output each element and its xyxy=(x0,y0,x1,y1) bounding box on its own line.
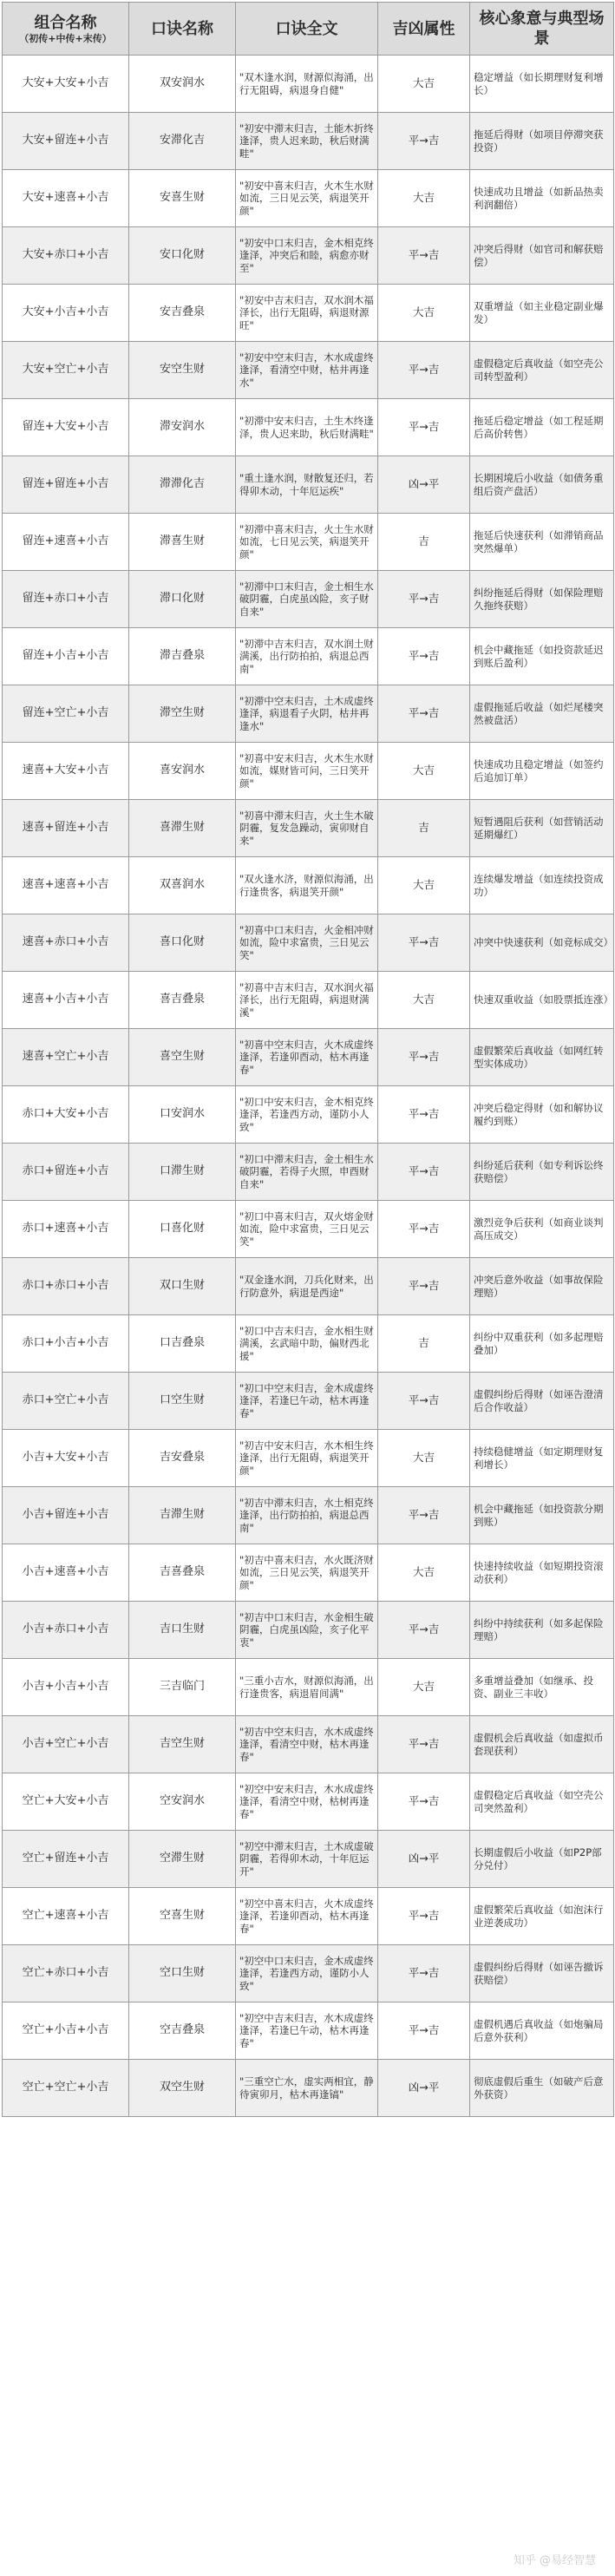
cell-attr: 平→吉 xyxy=(378,1201,470,1258)
cell-name: 滞吉叠泉 xyxy=(129,628,236,685)
cell-combo: 赤口+留连+小吉 xyxy=(3,1144,129,1201)
table-row xyxy=(3,914,614,972)
cell-scene: 虚假稳定后真收益（如空壳公司转型盈利） xyxy=(470,342,614,399)
table-row xyxy=(3,1430,614,1487)
table-row xyxy=(3,456,614,514)
cell-name: 喜吉叠泉 xyxy=(129,972,236,1029)
cell-attr: 平→吉 xyxy=(378,628,470,685)
cell-full: "初吉中口末归吉，水金相生破阴霾，白虎虽凶险，亥子化平衷" xyxy=(236,1602,378,1659)
combination-table xyxy=(2,2,614,2117)
cell-name: 空滞生财 xyxy=(129,1831,236,1888)
table-row xyxy=(3,514,614,571)
cell-combo: 大安+速喜+小吉 xyxy=(3,170,129,227)
cell-scene: 机会中藏拖延（如投资款延迟到账后盈利） xyxy=(470,628,614,685)
table-row xyxy=(3,571,614,628)
cell-combo: 小吉+留连+小吉 xyxy=(3,1487,129,1544)
cell-combo: 小吉+小吉+小吉 xyxy=(3,1659,129,1716)
cell-name: 安空生财 xyxy=(129,342,236,399)
cell-name: 双安润水 xyxy=(129,56,236,113)
cell-combo: 留连+空亡+小吉 xyxy=(3,685,129,743)
cell-attr: 平→吉 xyxy=(378,399,470,456)
table-row xyxy=(3,1659,614,1716)
cell-attr: 平→吉 xyxy=(378,1029,470,1086)
cell-combo: 大安+大安+小吉 xyxy=(3,56,129,113)
cell-scene: 虚假纠纷后得财（如诬告撤诉获赔偿） xyxy=(470,1945,614,2002)
cell-full: "初滞中空末归吉，土木成虚终逢泽，病退看子火阴，枯井再逢水" xyxy=(236,685,378,743)
cell-name: 喜口化财 xyxy=(129,914,236,972)
cell-combo: 速喜+赤口+小吉 xyxy=(3,914,129,972)
cell-combo: 赤口+小吉+小吉 xyxy=(3,1315,129,1373)
cell-name: 口喜化财 xyxy=(129,1201,236,1258)
table-row xyxy=(3,1086,614,1144)
cell-attr: 平→吉 xyxy=(378,1945,470,2002)
cell-attr: 大吉 xyxy=(378,1659,470,1716)
cell-combo: 速喜+速喜+小吉 xyxy=(3,857,129,914)
cell-full: "初喜中安末归吉，火木生水财如流，媒财皆可问，三日笑开颜" xyxy=(236,743,378,800)
header-name: 口诀名称 xyxy=(129,3,236,56)
cell-name: 吉滞生财 xyxy=(129,1487,236,1544)
table-body xyxy=(3,56,614,2117)
cell-full: "初喜中空末归吉，火木成虚终逢泽，若逢卯酉动，枯木再逢春" xyxy=(236,1029,378,1086)
cell-combo: 留连+留连+小吉 xyxy=(3,456,129,514)
cell-name: 安喜生财 xyxy=(129,170,236,227)
cell-full: "初安中空末归吉，木水成虚终逢泽，看清空中财，枯井再逢水" xyxy=(236,342,378,399)
cell-attr: 大吉 xyxy=(378,972,470,1029)
cell-attr: 平→吉 xyxy=(378,227,470,285)
cell-attr: 平→吉 xyxy=(378,571,470,628)
cell-scene: 长期虚假后小收益（如P2P部分兑付） xyxy=(470,1831,614,1888)
table-row xyxy=(3,342,614,399)
table-row xyxy=(3,285,614,342)
cell-name: 口吉叠泉 xyxy=(129,1315,236,1373)
cell-full: "初空中安末归吉，木水成虚终逢泽，看清空中财，枯树再逢春" xyxy=(236,1773,378,1831)
cell-attr: 大吉 xyxy=(378,1544,470,1602)
cell-full: "初口中安末归吉，金木相克终逢泽，若逢西方动，谨防小人致" xyxy=(236,1086,378,1144)
table-row xyxy=(3,1487,614,1544)
cell-full: "初安中滞末归吉，土能木折终逢泽，贵人迟来助，秋后财满畦" xyxy=(236,113,378,170)
cell-scene: 长期困境后小收益（如债务重组后资产盘活） xyxy=(470,456,614,514)
cell-scene: 连续爆发增益（如连续投资成功） xyxy=(470,857,614,914)
cell-full: "初口中喜末归吉，双火熔金财如流，险中求富贵，三日见云笑" xyxy=(236,1201,378,1258)
header-scene: 核心象意与典型场景 xyxy=(470,3,614,56)
cell-scene: 持续稳健增益（如定期理财复利增长） xyxy=(470,1430,614,1487)
table-row xyxy=(3,685,614,743)
cell-name: 口空生财 xyxy=(129,1373,236,1430)
cell-attr: 平→吉 xyxy=(378,1258,470,1315)
table-row xyxy=(3,227,614,285)
cell-scene: 彻底虚假后重生（如破产后意外获资） xyxy=(470,2060,614,2117)
cell-combo: 留连+速喜+小吉 xyxy=(3,514,129,571)
cell-combo: 大安+留连+小吉 xyxy=(3,113,129,170)
table-row xyxy=(3,1773,614,1831)
cell-full: "初口中空末归吉，金木成虚终逢泽，若逢巳午动，枯木再逢春" xyxy=(236,1373,378,1430)
cell-attr: 吉 xyxy=(378,1315,470,1373)
cell-attr: 吉 xyxy=(378,514,470,571)
cell-combo: 空亡+大安+小吉 xyxy=(3,1773,129,1831)
table-row xyxy=(3,170,614,227)
cell-attr: 大吉 xyxy=(378,857,470,914)
cell-name: 双喜润水 xyxy=(129,857,236,914)
cell-name: 安滞化吉 xyxy=(129,113,236,170)
table-row xyxy=(3,857,614,914)
cell-name: 滞口化财 xyxy=(129,571,236,628)
table-row xyxy=(3,1602,614,1659)
cell-scene: 虚假机会后真收益（如虚拟币套现获利） xyxy=(470,1716,614,1773)
table-row xyxy=(3,1888,614,1945)
cell-combo: 速喜+大安+小吉 xyxy=(3,743,129,800)
table-row xyxy=(3,1544,614,1602)
header-full: 口诀全文 xyxy=(236,3,378,56)
cell-attr: 大吉 xyxy=(378,56,470,113)
cell-attr: 平→吉 xyxy=(378,1716,470,1773)
cell-scene: 快速成功且稳定增益（如签约后追加订单） xyxy=(470,743,614,800)
cell-scene: 多重增益叠加（如继承、投资、副业三丰收） xyxy=(470,1659,614,1716)
cell-attr: 平→吉 xyxy=(378,1144,470,1201)
table-row xyxy=(3,1831,614,1888)
cell-full: "初吉中滞末归吉，水土相克终逢泽，出行防拍拍，病退总西南" xyxy=(236,1487,378,1544)
cell-combo: 速喜+小吉+小吉 xyxy=(3,972,129,1029)
cell-name: 吉空生财 xyxy=(129,1716,236,1773)
cell-scene: 纠纷中持续获利（如多起保险理赔） xyxy=(470,1602,614,1659)
table-row xyxy=(3,1716,614,1773)
table-row xyxy=(3,1144,614,1201)
cell-attr: 平→吉 xyxy=(378,1487,470,1544)
cell-full: "双金逢水润，刀兵化财来，出行防意外，病退是西途" xyxy=(236,1258,378,1315)
header-attr: 吉凶属性 xyxy=(378,3,470,56)
cell-combo: 小吉+速喜+小吉 xyxy=(3,1544,129,1602)
cell-name: 吉安叠泉 xyxy=(129,1430,236,1487)
cell-full: "双木逢水润，财源似海涌，出行无阻碍，病退身自健" xyxy=(236,56,378,113)
cell-name: 空安润水 xyxy=(129,1773,236,1831)
cell-attr: 凶→平 xyxy=(378,2060,470,2117)
cell-attr: 平→吉 xyxy=(378,685,470,743)
cell-combo: 留连+大安+小吉 xyxy=(3,399,129,456)
cell-scene: 拖延后快速获利（如滞销商品突然爆单） xyxy=(470,514,614,571)
watermark: 知乎 @易经智慧 xyxy=(514,2551,596,2567)
cell-scene: 冲突后意外收益（如事故保险理赔） xyxy=(470,1258,614,1315)
cell-combo: 赤口+大安+小吉 xyxy=(3,1086,129,1144)
cell-name: 安口化财 xyxy=(129,227,236,285)
cell-scene: 拖延后得财（如项目停滞突获投资） xyxy=(470,113,614,170)
cell-combo: 大安+小吉+小吉 xyxy=(3,285,129,342)
cell-name: 三吉临门 xyxy=(129,1659,236,1716)
cell-scene: 纠纷中双重获利（如多起理赔叠加） xyxy=(470,1315,614,1373)
cell-combo: 小吉+空亡+小吉 xyxy=(3,1716,129,1773)
cell-attr: 平→吉 xyxy=(378,1773,470,1831)
cell-full: "重土逢水润，财散复还归，若得卯木动，十年厄运疾" xyxy=(236,456,378,514)
cell-name: 滞安润水 xyxy=(129,399,236,456)
cell-combo: 小吉+赤口+小吉 xyxy=(3,1602,129,1659)
cell-attr: 平→吉 xyxy=(378,2002,470,2060)
cell-full: "初滞中口末归吉，金土相生水破阴霾，白虎虽凶险，亥子财自来" xyxy=(236,571,378,628)
cell-name: 口安润水 xyxy=(129,1086,236,1144)
cell-combo: 留连+赤口+小吉 xyxy=(3,571,129,628)
cell-scene: 激烈竞争后获利（如商业谈判高压成交） xyxy=(470,1201,614,1258)
table-row xyxy=(3,800,614,857)
cell-attr: 大吉 xyxy=(378,285,470,342)
cell-attr: 平→吉 xyxy=(378,1602,470,1659)
table-row xyxy=(3,2060,614,2117)
table-row xyxy=(3,399,614,456)
header-combo xyxy=(3,3,129,56)
cell-combo: 留连+小吉+小吉 xyxy=(3,628,129,685)
cell-attr: 大吉 xyxy=(378,743,470,800)
table-row xyxy=(3,1201,614,1258)
table-row xyxy=(3,628,614,685)
cell-full: "初空中口末归吉，金木成虚终逢泽，若逢西方动，谨防小人致" xyxy=(236,1945,378,2002)
table-row xyxy=(3,1945,614,2002)
cell-attr: 平→吉 xyxy=(378,113,470,170)
cell-scene: 机会中藏拖延（如投资款分期到账） xyxy=(470,1487,614,1544)
header-combo-sub: （初传+中传+末传） xyxy=(6,33,125,45)
page xyxy=(2,2,613,2117)
cell-scene: 虚假稳定后真收益（如空壳公司突然盈利） xyxy=(470,1773,614,1831)
cell-scene: 虚假机遇后真收益（如炮骗局后意外获利） xyxy=(470,2002,614,2060)
table-row xyxy=(3,743,614,800)
cell-name: 吉口生财 xyxy=(129,1602,236,1659)
cell-scene: 纠纷延后获利（如专利诉讼终获赔偿） xyxy=(470,1144,614,1201)
cell-full: "初滞中吉末归吉，双水润土财满溪，出行防拍拍，病退总西南" xyxy=(236,628,378,685)
table-row xyxy=(3,1258,614,1315)
cell-name: 吉喜叠泉 xyxy=(129,1544,236,1602)
cell-full: "初口中滞末归吉，金土相生水破阴霾，若得子火照，申酉财自来" xyxy=(236,1144,378,1201)
cell-combo: 速喜+空亡+小吉 xyxy=(3,1029,129,1086)
cell-combo: 空亡+赤口+小吉 xyxy=(3,1945,129,2002)
cell-full: "初喜中口末归吉，火金相冲财如流，险中求富贵，三日见云笑" xyxy=(236,914,378,972)
cell-scene: 双重增益（如主业稳定副业爆发） xyxy=(470,285,614,342)
cell-full: "三重空亡水，虚实两相宜，静待寅卯月，枯木再逢镐" xyxy=(236,2060,378,2117)
cell-name: 滞空生财 xyxy=(129,685,236,743)
cell-name: 喜空生财 xyxy=(129,1029,236,1086)
cell-name: 双口生财 xyxy=(129,1258,236,1315)
cell-attr: 大吉 xyxy=(378,170,470,227)
cell-attr: 凶→平 xyxy=(378,456,470,514)
cell-full: "初滞中喜末归吉，火土生水财如流，七日见云笑，病退笑开颜" xyxy=(236,514,378,571)
cell-attr: 平→吉 xyxy=(378,1888,470,1945)
cell-name: 滞滞化吉 xyxy=(129,456,236,514)
cell-name: 安吉叠泉 xyxy=(129,285,236,342)
cell-full: "初空中吉末归吉，水木成虚终逢泽，若逢巳午动，枯木再逢春" xyxy=(236,2002,378,2060)
cell-full: "初口中吉末归吉，金水相生财满溪，玄武暗中助，偏财西北援" xyxy=(236,1315,378,1373)
table-row xyxy=(3,2002,614,2060)
cell-attr: 平→吉 xyxy=(378,1086,470,1144)
table-row xyxy=(3,56,614,113)
cell-scene: 虚假繁荣后真收益（如泡沫行业逆袭成功） xyxy=(470,1888,614,1945)
cell-attr: 平→吉 xyxy=(378,342,470,399)
cell-name: 双空生财 xyxy=(129,2060,236,2117)
cell-combo: 空亡+速喜+小吉 xyxy=(3,1888,129,1945)
cell-name: 空口生财 xyxy=(129,1945,236,2002)
cell-scene: 虚假繁荣后真收益（如网红转型实体成功） xyxy=(470,1029,614,1086)
cell-scene: 虚假纠纷后得财（如诬告澄清后合作收益） xyxy=(470,1373,614,1430)
cell-full: "初吉中空末归吉，水木成虚终逢泽，看清空中财，枯木再逢春" xyxy=(236,1716,378,1773)
cell-combo: 速喜+留连+小吉 xyxy=(3,800,129,857)
cell-full: "初喜中滞末归吉，火土生木破阴霾，复发急躁动，寅卯财自来" xyxy=(236,800,378,857)
cell-attr: 大吉 xyxy=(378,1430,470,1487)
cell-scene: 快速成功且增益（如新品热卖利润翻倍） xyxy=(470,170,614,227)
cell-scene: 快速双重收益（如股票抵连涨） xyxy=(470,972,614,1029)
cell-name: 空喜生财 xyxy=(129,1888,236,1945)
cell-full: "三重小吉水，财源似海涌，出行逢贵客，病退眉间满" xyxy=(236,1659,378,1716)
cell-full: "初空中滞末归吉，土木成虚破阴霾，若得卯木动，十年厄运开" xyxy=(236,1831,378,1888)
table-header-row xyxy=(3,3,614,56)
cell-scene: 快速持续收益（如短期投资滚动获利） xyxy=(470,1544,614,1602)
cell-full: "初滞中安末归吉，土生木终逢泽，贵人迟来助，秋后财满畦" xyxy=(236,399,378,456)
cell-name: 空吉叠泉 xyxy=(129,2002,236,2060)
cell-attr: 凶→平 xyxy=(378,1831,470,1888)
cell-full: "初吉中安末归吉，水木相生终逢泽，出行无阻碍，病退笑开颜" xyxy=(236,1430,378,1487)
cell-combo: 大安+空亡+小吉 xyxy=(3,342,129,399)
table-row xyxy=(3,1029,614,1086)
cell-full: "初吉中喜末归吉，水火既济财如流，三日见云笑，病退笑开颜" xyxy=(236,1544,378,1602)
cell-combo: 大安+赤口+小吉 xyxy=(3,227,129,285)
cell-scene: 虚假拖延后收益（如烂尾楼突然被盘活） xyxy=(470,685,614,743)
cell-scene: 稳定增益（如长期理财复利增长） xyxy=(470,56,614,113)
cell-combo: 空亡+空亡+小吉 xyxy=(3,2060,129,2117)
cell-attr: 平→吉 xyxy=(378,914,470,972)
cell-combo: 赤口+赤口+小吉 xyxy=(3,1258,129,1315)
cell-scene: 短暂遇阻后获利（如营销活动延期爆红） xyxy=(470,800,614,857)
cell-combo: 空亡+留连+小吉 xyxy=(3,1831,129,1888)
table-row xyxy=(3,972,614,1029)
cell-name: 喜安润水 xyxy=(129,743,236,800)
cell-full: "初喜中吉末归吉，双水润火福泽长，出行无阻碍，病退财满溪" xyxy=(236,972,378,1029)
cell-combo: 赤口+空亡+小吉 xyxy=(3,1373,129,1430)
cell-scene: 拖延后稳定增益（如工程延期后高价转售） xyxy=(470,399,614,456)
cell-combo: 小吉+大安+小吉 xyxy=(3,1430,129,1487)
cell-full: "双火逢水济，财源似海涌，出行逢贵客，病退笑开颜" xyxy=(236,857,378,914)
cell-attr: 吉 xyxy=(378,800,470,857)
cell-full: "初安中口末归吉，金木相克终逢泽，冲突后和睦，病愈亦财至" xyxy=(236,227,378,285)
cell-scene: 冲突后稳定得财（如和解协议履约到账） xyxy=(470,1086,614,1144)
cell-name: 滞喜生财 xyxy=(129,514,236,571)
cell-combo: 赤口+速喜+小吉 xyxy=(3,1201,129,1258)
cell-full: "初安中吉末归吉，双水润木福泽长，出行无阻碍，病退财源旺" xyxy=(236,285,378,342)
cell-scene: 冲突后得财（如官司和解获赔偿） xyxy=(470,227,614,285)
cell-name: 喜滞生财 xyxy=(129,800,236,857)
table-row xyxy=(3,113,614,170)
cell-attr: 平→吉 xyxy=(378,1373,470,1430)
table-row xyxy=(3,1315,614,1373)
cell-full: "初空中喜末归吉，火木成虚终逢泽，若逢卯酉动，枯木再逢春" xyxy=(236,1888,378,1945)
cell-combo: 空亡+小吉+小吉 xyxy=(3,2002,129,2060)
header-combo-label: 组合名称 xyxy=(35,14,97,32)
cell-name: 口滞生财 xyxy=(129,1144,236,1201)
cell-full: "初安中喜末归吉，火木生水财如流，三日见云笑，病退笑开颜" xyxy=(236,170,378,227)
cell-scene: 冲突中快速获利（如竞标成交） xyxy=(470,914,614,972)
table-row xyxy=(3,1373,614,1430)
cell-scene: 纠纷拖延后得财（如保险理赔久拖终获赔） xyxy=(470,571,614,628)
